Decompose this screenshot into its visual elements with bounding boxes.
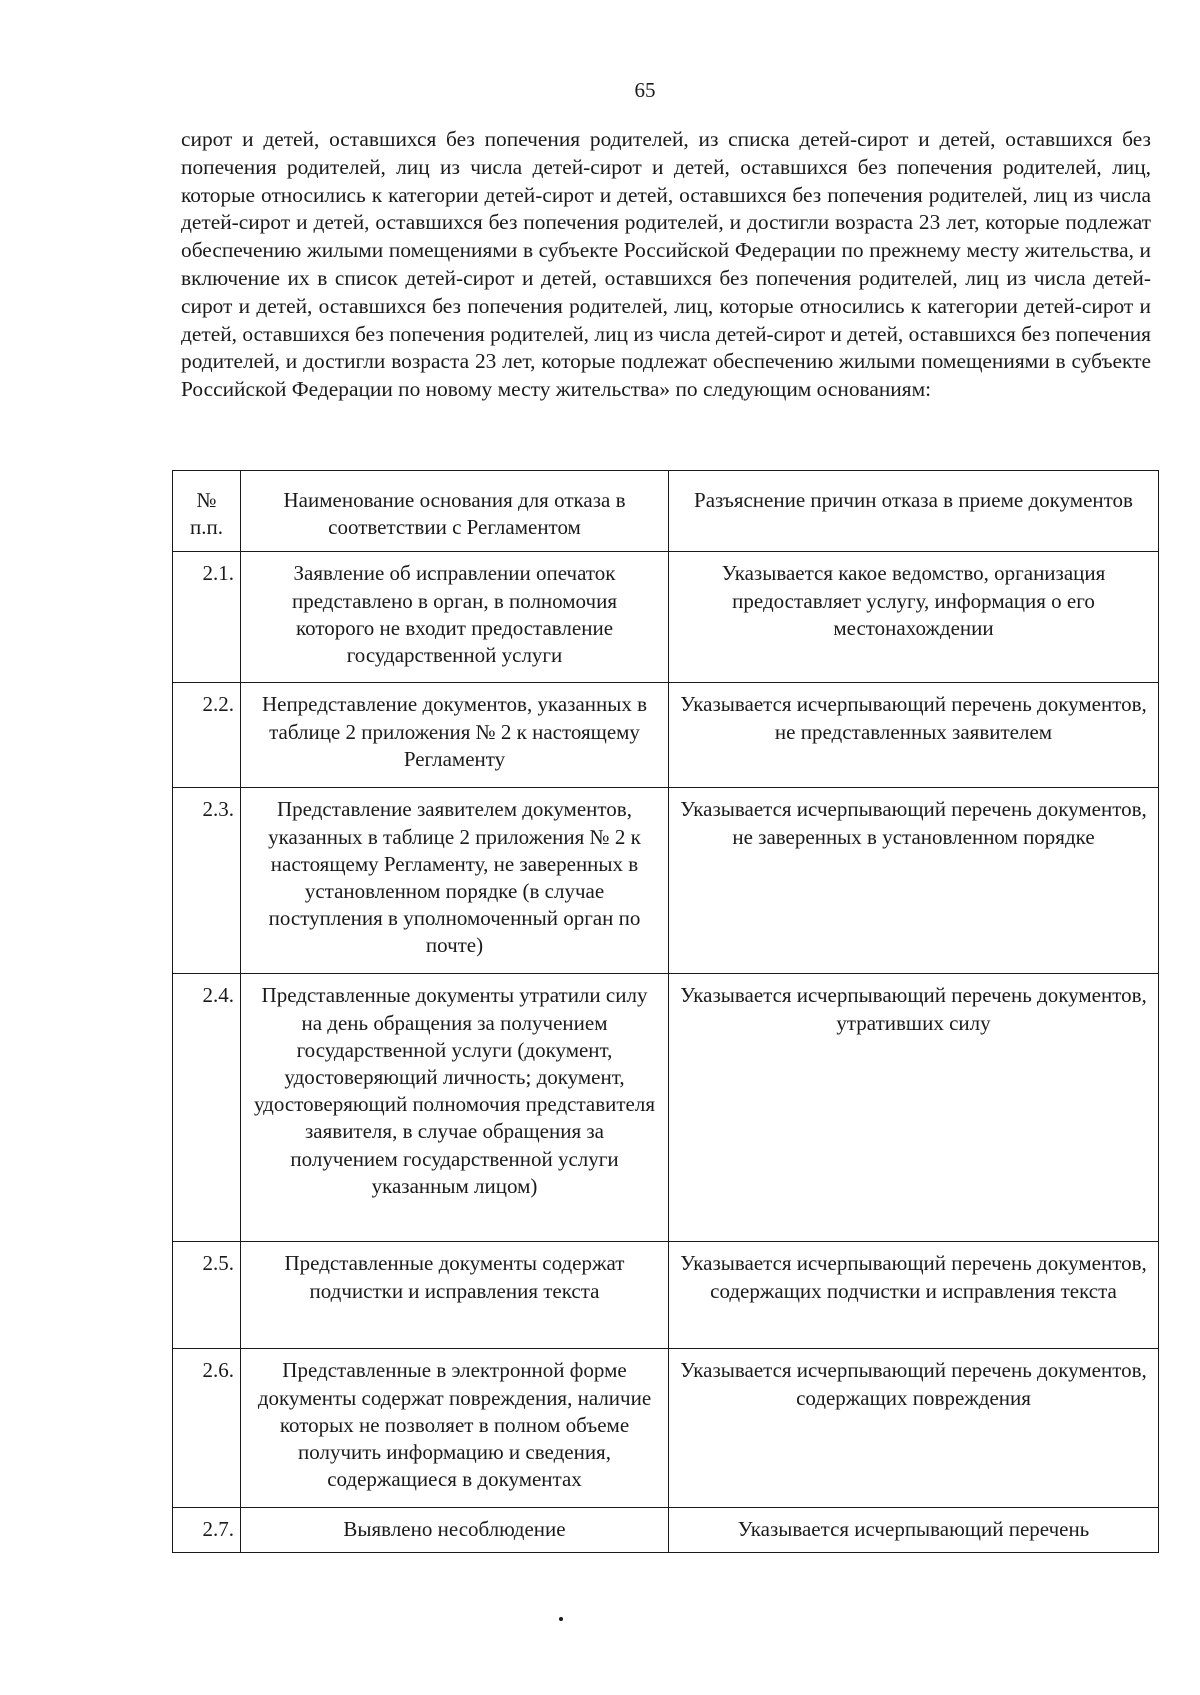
row-number: 2.3. bbox=[173, 788, 241, 974]
ground-explanation: Указывается исчерпывающий перечень документов, не представленных заявителем bbox=[669, 683, 1159, 788]
intro-paragraph: сирот и детей, оставшихся без попечения родителей, из списка детей-сирот и детей, оставшихся без попечения родителей, лиц из числа детей-сирот и детей, оставшихся без попечения родителей, лиц, которые относились к категории детей-сирот и детей, оставшихся без попечения родителей, лиц из числа детей-сирот и детей, оставшихся без попечения родителей, и достигли возраста 23 лет, которые подлежат обеспечению жилыми помещениями в субъекте Российской Федерации по прежнему месту жительства, и включение их в список детей-сирот и детей, оставшихся без попечения родителей, лиц из числа детей-сирот и детей, оставшихся без попечения родителей, лиц, которые относились к категории детей-сирот и детей, оставшихся без попечения родителей, лиц из числа детей-сирот и детей, оставшихся без попечения родителей, и достигли возраста 23 лет, которые подлежат обеспечению жилыми помещениями в субъекте Российской Федерации по новому месту жительства» по следующим основаниям: bbox=[181, 127, 1151, 402]
refusal-grounds-table bbox=[172, 470, 1159, 1553]
ground-name: Выявлено несоблюдение bbox=[241, 1508, 669, 1553]
ground-explanation: Указывается исчерпывающий перечень документов, не заверенных в установленном порядке bbox=[669, 788, 1159, 974]
table-row bbox=[173, 1242, 1159, 1349]
ground-name: Представленные документы содержат подчистки и исправления текста bbox=[241, 1242, 669, 1349]
ground-name: Представленные документы утратили силу на день обращения за получением государственной услуги (документ, удостоверяющий личность; документ, удостоверяющий полномочия представителя заявителя, в случае обращения за получением государственной услуги указанным лицом) bbox=[241, 974, 669, 1242]
ground-explanation: Указывается исчерпывающий перечень документов, содержащих подчистки и исправления текста bbox=[669, 1242, 1159, 1349]
table-row bbox=[173, 683, 1159, 788]
row-number: 2.4. bbox=[173, 974, 241, 1242]
ground-explanation: Указывается исчерпывающий перечень документов, утративших силу bbox=[669, 974, 1159, 1242]
ground-name: Заявление об исправлении опечаток представлено в орган, в полномочия которого не входит предоставление государственной услуги bbox=[241, 552, 669, 683]
row-number: 2.1. bbox=[173, 552, 241, 683]
ground-name: Представление заявителем документов, указанных в таблице 2 приложения № 2 к настоящему Регламенту, не заверенных в установленном порядке (в случае поступления в уполномоченный орган по почте) bbox=[241, 788, 669, 974]
table-row bbox=[173, 1508, 1159, 1553]
ground-name: Представленные в электронной форме документы содержат повреждения, наличие которых не позволяет в полном объеме получить информацию и сведения, содержащиеся в документах bbox=[241, 1349, 669, 1508]
row-number: 2.7. bbox=[173, 1508, 241, 1553]
table-header-row bbox=[173, 471, 1159, 552]
header-ground-name: Наименование основания для отказа в соответствии с Регламентом bbox=[241, 471, 669, 552]
row-number: 2.6. bbox=[173, 1349, 241, 1508]
ground-explanation: Указывается исчерпывающий перечень bbox=[669, 1508, 1159, 1553]
header-number: № п.п. bbox=[173, 471, 241, 552]
scan-speck bbox=[559, 1617, 563, 1621]
ground-explanation: Указывается исчерпывающий перечень документов, содержащих повреждения bbox=[669, 1349, 1159, 1508]
header-explanation: Разъяснение причин отказа в приеме документов bbox=[669, 471, 1159, 552]
table-row bbox=[173, 974, 1159, 1242]
page-number: 65 bbox=[634, 78, 656, 102]
table-row bbox=[173, 552, 1159, 683]
row-number: 2.2. bbox=[173, 683, 241, 788]
row-number: 2.5. bbox=[173, 1242, 241, 1349]
table-row bbox=[173, 1349, 1159, 1508]
ground-explanation: Указывается какое ведомство, организация предоставляет услугу, информация о его местонахождении bbox=[669, 552, 1159, 683]
ground-name: Непредставление документов, указанных в таблице 2 приложения № 2 к настоящему Регламенту bbox=[241, 683, 669, 788]
table-row bbox=[173, 788, 1159, 974]
